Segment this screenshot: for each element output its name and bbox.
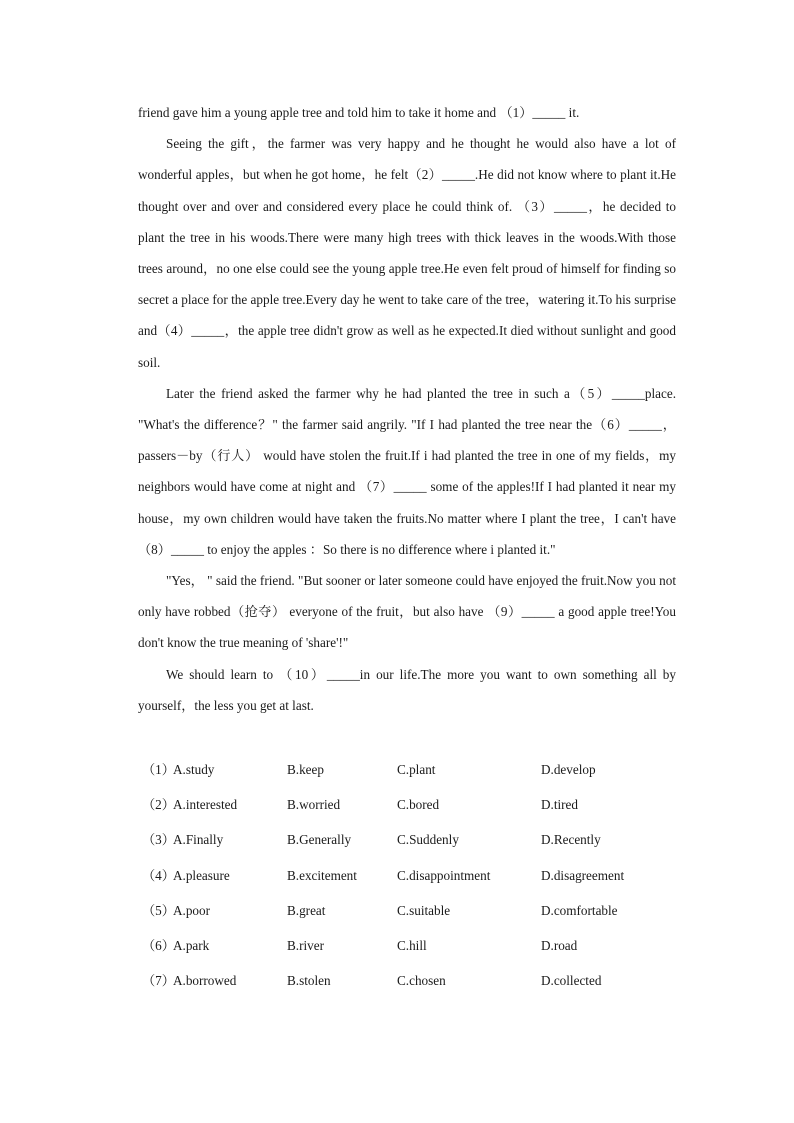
cloze-passage bbox=[138, 97, 676, 721]
option-c: C.Suddenly bbox=[397, 832, 459, 848]
option-row bbox=[142, 789, 702, 824]
option-a: A.borrowed bbox=[173, 973, 237, 989]
option-b: B.Generally bbox=[287, 832, 352, 848]
option-c: C.plant bbox=[397, 762, 436, 777]
question-number: （3） bbox=[142, 832, 175, 848]
option-a: A.poor bbox=[173, 902, 210, 918]
option-b: B.keep bbox=[287, 762, 324, 777]
option-b: B.river bbox=[287, 937, 324, 953]
option-d: D.tired bbox=[541, 797, 578, 813]
question-number: （5） bbox=[142, 902, 175, 918]
option-d: D.Recently bbox=[541, 832, 601, 848]
question-number: （7） bbox=[142, 973, 175, 989]
option-d: D.collected bbox=[541, 973, 602, 989]
option-a: A.study bbox=[173, 762, 215, 777]
option-row bbox=[142, 895, 702, 930]
passage-paragraph: We should learn to （10）_____in our life.The more you want to own something all by yourself，the less you get at last. bbox=[138, 666, 676, 713]
option-c: C.disappointment bbox=[397, 867, 491, 883]
option-a: A.pleasure bbox=[173, 867, 230, 883]
question-number: （6） bbox=[142, 937, 175, 953]
option-a: A.Finally bbox=[173, 832, 224, 848]
question-number: （2） bbox=[142, 797, 175, 813]
option-d: D.develop bbox=[541, 762, 596, 777]
option-c: C.chosen bbox=[397, 973, 446, 989]
option-a: A.interested bbox=[173, 797, 238, 813]
option-d: D.disagreement bbox=[541, 867, 625, 883]
option-a: A.park bbox=[173, 937, 210, 953]
option-c: C.bored bbox=[397, 797, 440, 813]
option-row bbox=[142, 965, 702, 1000]
option-c: C.suitable bbox=[397, 902, 451, 918]
passage-paragraph: friend gave him a young apple tree and told him to take it home and （1）_____ it. bbox=[138, 105, 580, 120]
passage-paragraph: "Yes， " said the friend. "But sooner or later someone could have enjoyed the fruit.Now you not only have robbed（抢夺） everyone of the fruit，but also have （9）_____ a good apple tree!You don't know the true meaning of 'share'!" bbox=[138, 573, 676, 651]
option-row bbox=[142, 754, 702, 789]
option-row bbox=[142, 860, 702, 895]
question-number: （1） bbox=[142, 762, 175, 777]
option-c: C.hill bbox=[397, 937, 427, 953]
option-b: B.excitement bbox=[287, 867, 357, 883]
option-d: D.road bbox=[541, 937, 578, 953]
passage-paragraph: Later the friend asked the farmer why he had planted the tree in such a（5）_____place. "What's the difference？" the farmer said angrily. "If I had planted the tree near the（6）_____，passers－by（行人） would have stolen the fruit.If i had planted the tree in one of my fields，my neighbors would have come at night and （7）_____ some of the apples!If I had planted it near my house，my own children would have taken the fruits.No matter where I plant the tree，I can't have（8）_____ to enjoy the apples ：So there is no difference where i planted it." bbox=[138, 385, 676, 557]
option-d: D.comfortable bbox=[541, 902, 618, 918]
option-b: B.stolen bbox=[287, 973, 331, 989]
answer-options bbox=[142, 754, 702, 1000]
option-row bbox=[142, 824, 702, 859]
question-number: （4） bbox=[142, 867, 175, 883]
option-b: B.worried bbox=[287, 797, 341, 813]
option-row bbox=[142, 930, 702, 965]
passage-paragraph: Seeing the gift，the farmer was very happy and he thought he would also have a lot of wonderful apples，but when he got home，he felt（2）_____.He did not know where to plant it.He thought over and over and considered every place he could think of. （3）_____，he decided to plant the tree in his woods.There were many high trees with thick leaves in the woods.With those trees around，no one else could see the young apple tree.He even felt proud of himself for finding so secret a place for the apple tree.Every day he went to take care of the tree，watering it.To his surprise and（4）_____，the apple tree didn't grow as well as he expected.It died without sunlight and good soil. bbox=[138, 136, 676, 370]
option-b: B.great bbox=[287, 902, 326, 918]
